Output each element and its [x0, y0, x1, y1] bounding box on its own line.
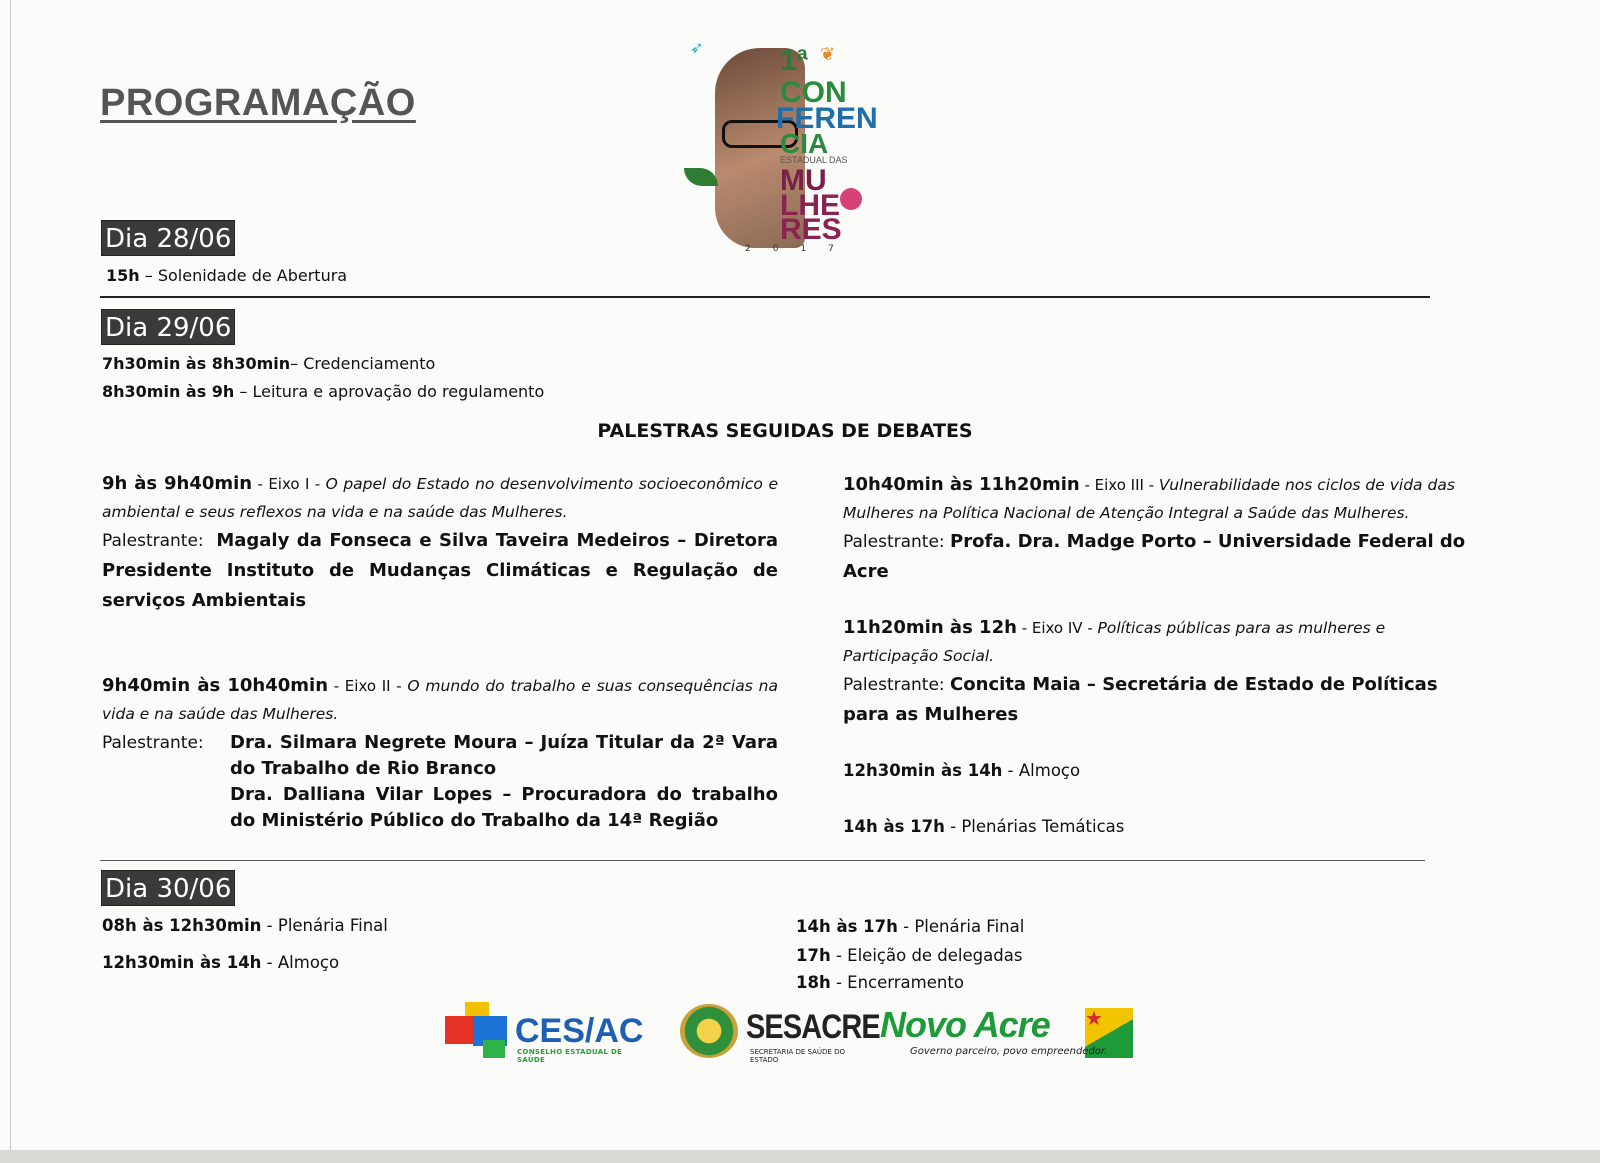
speaker-name: Profa. Dra. Madge Porto – Universidade Federal do Acre: [843, 531, 1466, 582]
item-time: 8h30min às 9h: [102, 382, 235, 401]
speaker-label: Palestrante:: [102, 531, 204, 551]
logo-text-8: RES: [780, 213, 842, 246]
speaker-name: Magaly da Fonseca e Silva Taveira Medeiros – Diretora Presidente Instituto de Mudanças Climáticas e Regulação de serviços Ambientais: [102, 530, 779, 611]
item-separator: -: [261, 916, 278, 935]
sesacre-logo: [680, 1002, 880, 1064]
schedule-item: [102, 354, 435, 374]
item-separator: –: [234, 382, 253, 401]
bird-icon: ➶: [690, 38, 704, 57]
item-text: Plenária Final: [277, 916, 388, 935]
butterfly-icon: ❦: [820, 44, 836, 65]
item-separator: -: [897, 917, 915, 936]
logo-text-6: MU: [780, 164, 827, 197]
schedule-item: [796, 946, 1022, 966]
item-time: 14h às 17h: [796, 917, 898, 936]
sesacre-subtitle: SECRETARIA DE SAÚDE DO ESTADO: [750, 1048, 845, 1064]
day-badge-30-06: Dia 30/06: [101, 870, 235, 906]
novoacre-logo: [880, 1004, 1140, 1062]
day-badge-29-06: Dia 29/06: [101, 309, 235, 345]
schedule-item: [843, 817, 1124, 837]
talk-theme: Políticas públicas para as mulheres e Participação Social.: [843, 619, 1386, 665]
novoacre-name: Novo Acre: [880, 1004, 1050, 1045]
talk-block-eixo-1: [102, 470, 778, 616]
item-separator: –: [290, 354, 304, 373]
cesac-subtitle: CONSELHO ESTADUAL DE SAÚDE: [517, 1048, 623, 1064]
conference-logo: [690, 38, 905, 263]
item-time: 15h: [106, 266, 140, 285]
speaker-name: Concita Maia – Secretária de Estado de Políticas para as Mulheres: [843, 674, 1438, 725]
speaker-label: Palestrante:: [102, 733, 204, 753]
logo-shape: [483, 1040, 505, 1058]
talk-time: 9h às 9h40min: [102, 473, 253, 494]
item-text: Eleição de delegadas: [847, 946, 1023, 965]
talk-axis: - Eixo III -: [1079, 476, 1159, 494]
schedule-item: [102, 953, 339, 973]
item-text: Almoço: [277, 953, 340, 972]
item-text: Plenária Final: [914, 917, 1025, 936]
item-separator: -: [830, 946, 848, 965]
talk-block-eixo-4: [843, 614, 1483, 729]
logo-year: 2017: [745, 244, 856, 254]
sesacre-name: SESACRE: [746, 1008, 880, 1046]
talk-axis: - Eixo IV -: [1016, 619, 1098, 637]
flower-icon: [840, 188, 862, 210]
logo-text-2: CON: [780, 76, 847, 109]
logo-text-5: ESTADUAL DAS: [780, 155, 848, 165]
talk-theme: O mundo do trabalho e suas consequências na vida e na saúde das Mulheres.: [102, 677, 778, 723]
divider: [100, 860, 1425, 861]
item-time: 12h30min às 14h: [843, 761, 1003, 780]
logo-text-1: 1ª: [780, 44, 808, 77]
leaf-icon: [684, 168, 718, 186]
item-time: 17h: [796, 946, 831, 965]
item-text: Credenciamento: [303, 354, 436, 373]
item-separator: -: [944, 817, 962, 836]
item-separator: -: [830, 973, 848, 992]
novoacre-slogan: Governo parceiro, povo empreendedor.: [910, 1046, 1108, 1057]
item-separator: -: [1002, 761, 1019, 780]
item-text: Almoço: [1018, 761, 1081, 780]
star-icon: ★: [1085, 1006, 1103, 1030]
talk-time: 11h20min às 12h: [843, 617, 1017, 638]
cesac-logo: [445, 1002, 650, 1064]
item-time: 14h às 17h: [843, 817, 945, 836]
item-text: Leitura e aprovação do regulamento: [252, 382, 545, 401]
item-text: Plenárias Temáticas: [961, 817, 1125, 836]
cesac-name: CES/AC: [515, 1012, 644, 1050]
day-badge-28-06: Dia 28/06: [101, 220, 235, 256]
item-time: 08h às 12h30min: [102, 916, 262, 935]
speaker-label: Palestrante:: [843, 532, 951, 552]
speaker-name: Dra. Silmara Negrete Moura – Juíza Titular da 2ª Vara do Trabalho de Rio Branco: [230, 732, 778, 779]
schedule-item: [102, 916, 388, 936]
section-title: PALESTRAS SEGUIDAS DE DEBATES: [597, 420, 973, 442]
talk-theme: O papel do Estado no desenvolvimento socioeconômico e ambiental e seus reflexos na vida e na saúde das Mulheres.: [102, 475, 778, 521]
divider: [100, 296, 1430, 298]
talk-axis: - Eixo II -: [328, 677, 408, 695]
page-title: PROGRAMAÇÃO: [100, 82, 416, 124]
item-time: 7h30min às 8h30min: [102, 354, 291, 373]
logo-shape: [445, 1016, 475, 1044]
talk-block-eixo-2: [102, 672, 778, 834]
schedule-item: [106, 266, 347, 286]
talk-axis: - Eixo I -: [252, 475, 326, 493]
logo-text-7: LHE: [780, 189, 840, 222]
item-time: 18h: [796, 973, 831, 992]
schedule-item: [102, 382, 544, 402]
item-time: 12h30min às 14h: [102, 953, 262, 972]
item-separator: –: [139, 266, 158, 285]
page-edge-bottom: [0, 1150, 1600, 1163]
talk-time: 9h40min às 10h40min: [102, 675, 329, 696]
talk-theme: Vulnerabilidade nos ciclos de vida das Mulheres na Política Nacional de Atenção Integral a Saúde das Mulheres.: [843, 476, 1455, 522]
schedule-item: [796, 973, 964, 993]
schedule-item: [796, 917, 1024, 937]
schedule-item: [843, 761, 1080, 781]
page-edge: [10, 0, 11, 1163]
logo-text-4: CIA: [780, 128, 829, 159]
speaker-label: Palestrante:: [843, 675, 951, 695]
item-separator: -: [261, 953, 278, 972]
item-text: Solenidade de Abertura: [157, 266, 348, 285]
state-seal-icon: [680, 1004, 738, 1058]
item-text: Encerramento: [847, 973, 964, 992]
talk-block-eixo-3: [843, 471, 1483, 587]
speaker-name: Dra. Dalliana Vilar Lopes – Procuradora do trabalho do Ministério Público do Trabalho da 14ª Região: [230, 784, 778, 831]
logo-text-3: FEREN: [776, 102, 878, 135]
talk-time: 10h40min às 11h20min: [843, 474, 1080, 495]
